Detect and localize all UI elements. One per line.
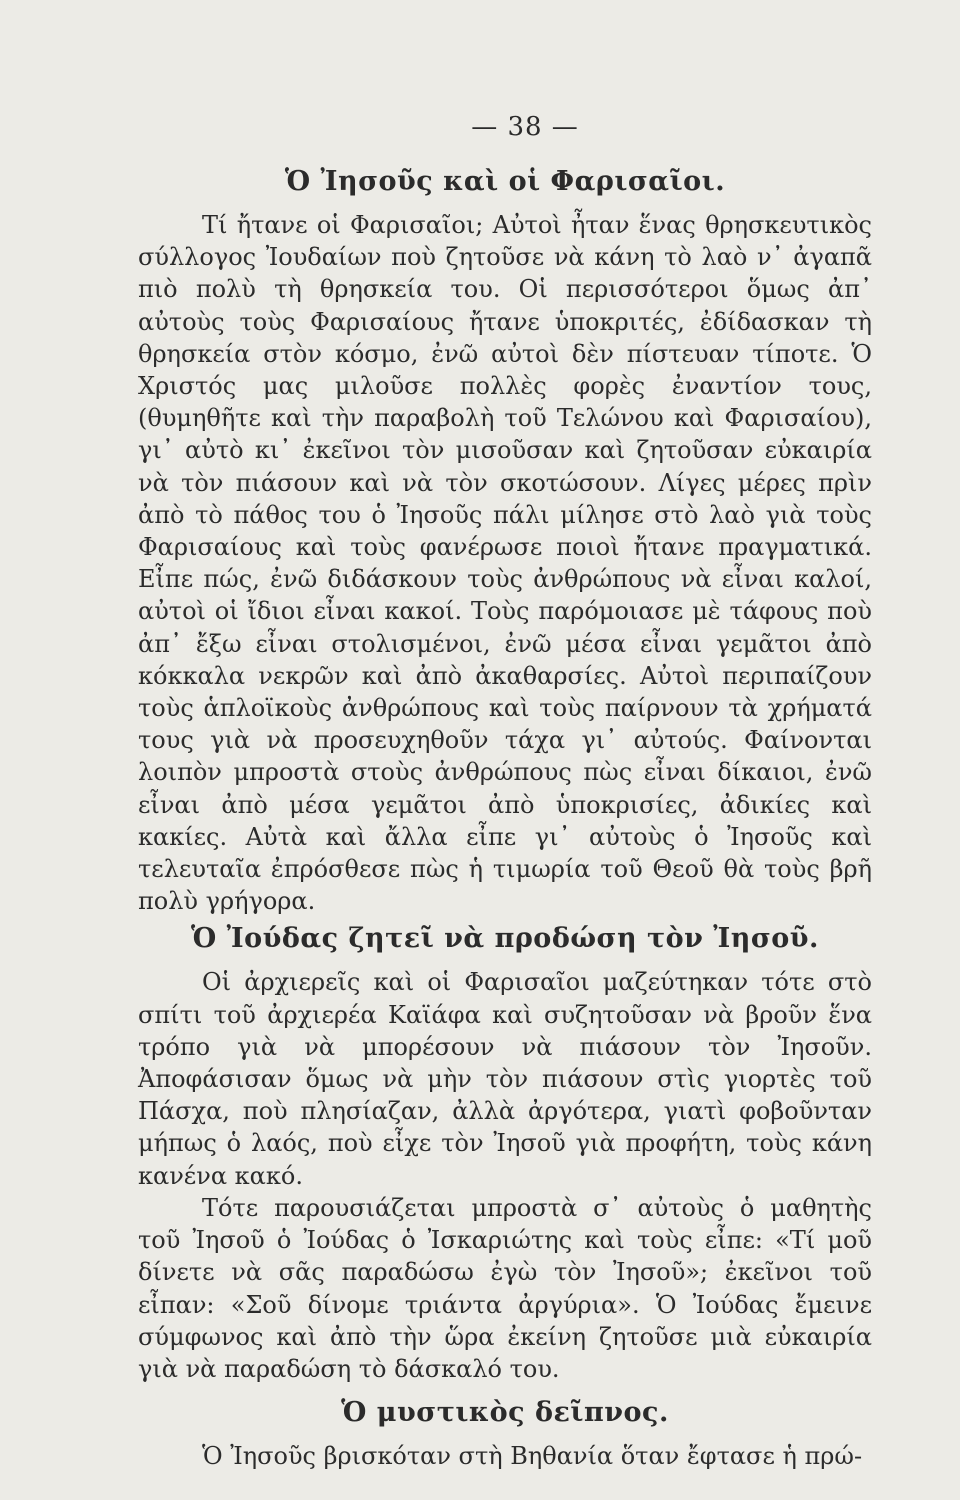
paragraph-judas-1: Οἱ ἀρχιερεῖς καὶ οἱ Φαρισαῖοι μαζεύτηκαν τότε στὸ σπίτι τοῦ ἀρχιερέα Καϊάφα καὶ συζητοῦσαν νὰ βροῦν ἕνα τρόπο γιὰ νὰ μπορέσουν νὰ πιάσουν τὸν Ἰησοῦν. Ἀποφάσισαν ὅμως νὰ μὴν τὸν πιάσουν στὶς γιορτὲς τοῦ Πάσχα, ποὺ πλησίαζαν, ἀλλὰ ἀργότερα, γιατὶ φοβοῦνταν μήπως ὁ λαός, ποὺ εἶχε τὸν Ἰησοῦ γιὰ προφήτη, τοὺς κάνη κανένα κακό. bbox=[138, 968, 872, 1190]
section-title-judas: Ὁ Ἰούδας ζητεῖ νὰ προδώση τὸν Ἰησοῦ. bbox=[191, 923, 819, 955]
paragraph-pharisees: Τί ἤτανε οἱ Φαρισαῖοι; Αὐτοὶ ἦταν ἕνας θρησκευτικὸς σύλλογος Ἰουδαίων ποὺ ζητοῦσε νὰ κάνη τὸ λαὸ ν᾽ ἀγαπᾶ πιὸ πολὺ τὴ θρησκεία του. Οἱ περισσότεροι ὅμως ἀπ᾽ αὐτοὺς τοὺς Φαρισαίους ἤτανε ὑποκριτές, ἐδίδασκαν τὴ θρησκεία στὸν κόσμο, ἐνῶ αὐτοὶ δὲν πίστευαν τίποτε. Ὁ Χριστός μας μιλοῦσε πολλὲς φορὲς ἐναντίον τους, (θυμηθῆτε καὶ τὴν παραβολὴ τοῦ Τελώνου καὶ Φαρισαίου), γι᾽ αὐτὸ κι᾽ ἐκεῖνοι τὸν μισοῦσαν καὶ ζητοῦσαν εὐκαιρία νὰ τὸν πιάσουν καὶ νὰ τὸν σκοτώσουν. Λίγες μέρες πρὶν ἀπὸ τὸ πάθος του ὁ Ἰησοῦς πάλι μίλησε στὸ λαὸ γιὰ τοὺς Φαρισαίους καὶ τοὺς φανέρωσε ποιοὶ ἤτανε πραγματικά. Εἶπε πώς, ἐνῶ διδάσκουν τοὺς ἀνθρώπους νὰ εἶναι καλοί, αὐτοὶ οἱ ἴδιοι εἶναι κακοί. Τοὺς παρόμοιασε μὲ τάφους ποὺ ἀπ᾽ ἔξω εἶναι στολισμένοι, ἐνῶ μέσα εἶναι γεμᾶτοι ἀπὸ κόκκαλα νεκρῶν καὶ ἀπὸ ἀκαθαρσίες. Αὐτοὶ περιπαίζουν τοὺς ἁπλοϊκοὺς ἀνθρώπους καὶ τοὺς παίρνουν τὰ χρήματά τους γιὰ νὰ προσευχηθοῦν τάχα γι᾽ αὐτούς. Φαίνονται λοιπὸν μπροστὰ στοὺς ἀνθρώπους πὼς εἶναι δίκαιοι, ἐνῶ εἶναι ἀπὸ μέσα γεμᾶτοι ἀπὸ ὑποκρισίες, ἀδικίες καὶ κακίες. Αὐτὰ καὶ ἄλλα εἶπε γι᾽ αὐτοὺς ὁ Ἰησοῦς καὶ τελευταῖα ἐπρόσθεσε πὼς ἡ τιμωρία τοῦ Θεοῦ θὰ τοὺς βρῆ πολὺ γρήγορα. bbox=[138, 211, 872, 916]
paragraph-judas-2: Τότε παρουσιάζεται μπροστὰ σ᾽ αὐτοὺς ὁ μαθητὴς τοῦ Ἰησοῦ ὁ Ἰούδας ὁ Ἰσκαριώτης καὶ τοὺς εἶπε: «Τί μοῦ δίνετε νὰ σᾶς παραδώσω ἐγὼ τὸν Ἰησοῦ»; ἐκεῖνοι τοῦ εἶπαν: «Σοῦ δίνομε τριάντα ἀργύρια». Ὁ Ἰούδας ἔμεινε σύμφωνος καὶ ἀπὸ τὴν ὥρα ἐκείνη ζητοῦσε μιὰ εὐκαιρία γιὰ νὰ παραδώση τὸ δάσκαλό του. bbox=[138, 1193, 872, 1383]
section-title-pharisees: Ὁ Ἰησοῦς καὶ οἱ Φαρισαῖοι. bbox=[284, 166, 726, 197]
section-title-last-supper: Ὁ μυστικὸς δεῖπνος. bbox=[341, 1397, 669, 1429]
page-number: — 38 — bbox=[471, 112, 579, 142]
paragraph-last-supper: Ὁ Ἰησοῦς βρισκόταν στὴ Βηθανία ὅταν ἔφτασε ἡ πρώ- bbox=[202, 1442, 863, 1471]
